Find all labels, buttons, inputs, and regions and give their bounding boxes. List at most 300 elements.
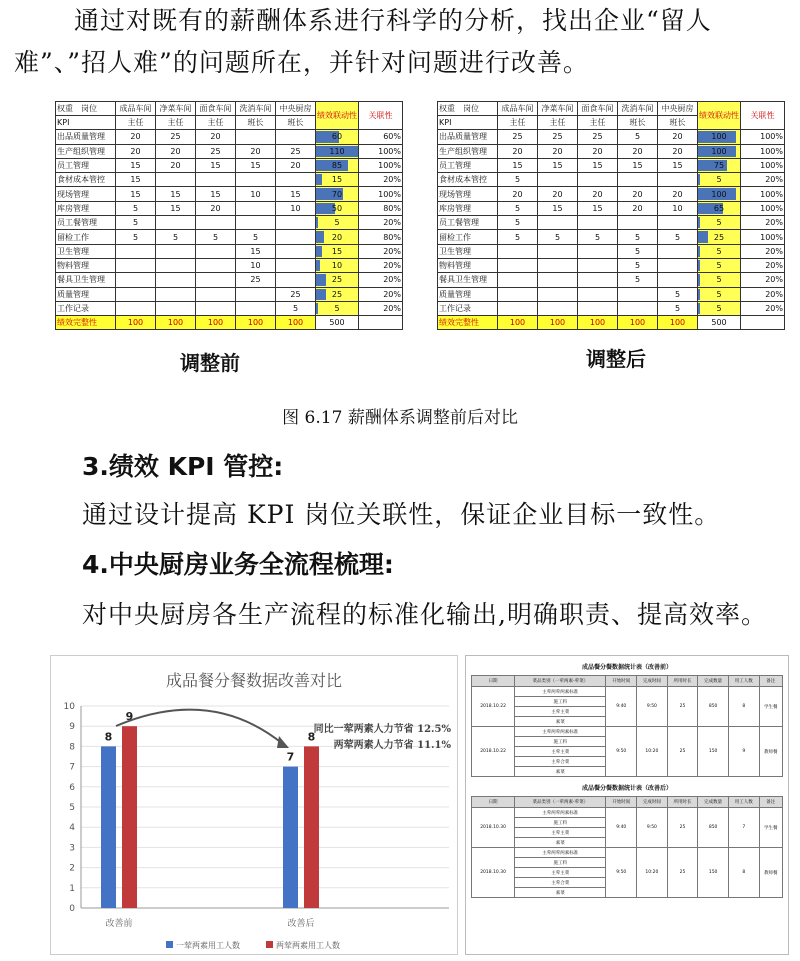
effect-bar [698,274,700,285]
header-cell: 成品车间 [498,102,538,116]
sheet-header-cell: 开始时间 [606,797,637,808]
effect-cell [698,258,741,272]
header-cell: 班长 [618,116,658,130]
effect-value: 25 [713,232,725,242]
kpi-name: 食材成本管控 [56,173,116,187]
weight-cell [498,273,538,287]
table-row [438,187,785,201]
weight-cell [578,244,618,258]
table-row [56,144,403,158]
sheet-item: 施工料 [515,697,606,707]
table-row [56,158,403,172]
sheet-cell: 教师餐 [759,727,782,777]
effect-value: 25 [331,289,343,299]
sheet-cell: 25 [667,808,698,848]
effect-cell [698,201,741,215]
footer-value: 100 [116,316,156,330]
kpi-name: 工作记录 [56,301,116,315]
weight-cell [276,173,316,187]
effect-value: 5 [716,261,722,271]
header-row [438,102,785,116]
sheet-cell: 850 [698,808,729,848]
header-cell: 面食车间 [196,102,236,116]
relevance-cell: 20% [741,216,785,230]
effect-cell [698,144,741,158]
weight-cell [498,244,538,258]
effect-value: 5 [716,289,722,299]
weight-cell [156,258,196,272]
weight-cell: 20 [658,187,698,201]
header-cell: 洗消车间 [236,102,276,116]
table-row [438,158,785,172]
footer-row [56,316,403,330]
weight-cell [276,244,316,258]
table-row [56,258,403,272]
header-cell: 绩效联动性 [698,102,741,130]
sheet-cell: 学生餐 [759,687,782,727]
bar [283,767,298,908]
weight-cell [116,287,156,301]
weight-cell [196,258,236,272]
footer-value: 100 [196,316,236,330]
sheet-cell: 9:50 [637,808,668,848]
kpi-name: 卫生管理 [438,244,498,258]
sheet-header-cell: 备注 [759,676,782,687]
weight-cell: 5 [618,258,658,272]
effect-value: 5 [716,218,722,228]
weight-cell [538,301,578,315]
weight-cell: 15 [498,158,538,172]
effect-cell [316,287,359,301]
sheet-item: 主荤主菜 [515,868,606,878]
weight-cell [116,258,156,272]
header-cell: KPI [56,116,116,130]
sheet-cell: 7 [728,808,759,848]
sheet-header-cell: 所用时长 [667,797,698,808]
relevance-cell: 80% [359,230,403,244]
kpi-name: 物料管理 [56,258,116,272]
y-tick-label: 0 [69,904,75,914]
weight-cell [276,216,316,230]
weight-cell: 15 [116,173,156,187]
sheet-cell: 9:50 [637,687,668,727]
effect-value: 25 [331,275,343,285]
header-cell: 面食车间 [578,102,618,116]
weight-cell: 15 [618,158,658,172]
weight-cell [236,201,276,215]
chart-annotation: 两荤两素人力节省 11.1% [333,740,451,751]
sheet-header-cell: 用工人数 [728,797,759,808]
weight-cell [156,301,196,315]
effect-bar [316,303,318,314]
table-row [56,173,403,187]
weight-cell [578,287,618,301]
footer-total: 500 [698,316,741,330]
data-label: 8 [307,730,316,744]
effect-cell [316,230,359,244]
kpi-name: 质量管理 [56,287,116,301]
effect-cell [316,244,359,258]
weight-cell: 20 [196,130,236,144]
weight-cell: 5 [156,230,196,244]
weight-cell: 20 [236,144,276,158]
weight-cell [116,301,156,315]
header-cell: 班长 [658,116,698,130]
effect-bar [316,260,320,271]
table-row [438,273,785,287]
weight-cell [236,130,276,144]
weight-cell [658,273,698,287]
weight-cell: 20 [538,187,578,201]
sheet-item: 施工料 [515,858,606,868]
sheet-cell: 25 [667,687,698,727]
weight-cell [498,301,538,315]
relevance-cell: 100% [741,130,785,144]
kpi-name: 生产组织管理 [438,144,498,158]
sheet-item: 素菜 [515,888,606,898]
effect-cell [698,287,741,301]
bar-chart [50,655,458,955]
table-row [438,130,785,144]
weight-cell: 20 [276,158,316,172]
relevance-cell: 20% [741,287,785,301]
kpi-name: 餐具卫生管理 [438,273,498,287]
weight-cell: 25 [498,130,538,144]
effect-value: 5 [334,304,340,313]
legend-swatch [266,941,273,948]
effect-bar [316,289,326,300]
effect-cell [316,130,359,144]
data-label: 7 [286,750,295,764]
effect-value: 10 [331,261,343,271]
weight-cell: 25 [196,144,236,158]
footer-empty [741,316,785,330]
kpi-name: 留检工作 [438,230,498,244]
intro-line-1: 通过对既有的薪酬体系进行科学的分析，找出企业“留人 [74,6,712,35]
sheet-cell: 教师餐 [759,848,782,898]
effect-cell [698,158,741,172]
intro-line-2: 难”、”招人难”的问题所在，并针对问题进行改善。 [14,48,589,77]
weight-cell: 5 [498,173,538,187]
sheet-row [472,727,783,737]
header-cell: 主任 [498,116,538,130]
relevance-cell: 20% [359,216,403,230]
y-tick-label: 9 [69,722,75,733]
kpi-name: 现场管理 [438,187,498,201]
effect-cell [698,173,741,187]
relevance-cell: 20% [359,173,403,187]
relevance-cell: 20% [741,273,785,287]
weight-cell: 15 [236,158,276,172]
effect-value: 75 [713,161,725,171]
x-tick-label: 改善后 [287,919,315,929]
weight-cell: 15 [658,158,698,172]
kpi-name: 员工餐管理 [56,216,116,230]
table-row [438,144,785,158]
header-cell: 班长 [276,116,316,130]
effect-bar [316,246,322,257]
weight-cell [196,216,236,230]
footer-label: 绩效完整性 [56,316,116,330]
legend-label: 一荤两素用工人数 [176,941,240,950]
weight-cell [196,273,236,287]
table-row [438,244,785,258]
effect-bar [316,274,326,285]
weight-cell: 20 [156,158,196,172]
sheet-header-row [472,676,783,687]
footer-row [438,316,785,330]
weight-cell: 20 [618,201,658,215]
sheet-cell: 学生餐 [759,808,782,848]
weight-cell: 5 [276,301,316,315]
relevance-cell: 80% [359,201,403,215]
weight-cell: 20 [538,144,578,158]
kpi-table-before [55,101,403,330]
effect-value: 70 [331,189,343,199]
sheet-cell: 8 [728,848,759,898]
effect-bar [316,217,318,228]
weight-cell: 20 [658,144,698,158]
table-row [56,273,403,287]
weight-cell: 15 [196,187,236,201]
weight-cell: 5 [116,201,156,215]
kpi-name: 卫生管理 [56,244,116,258]
sheet-item: 素菜 [515,767,606,777]
weight-cell: 5 [658,287,698,301]
sheet-item: 施工料 [515,737,606,747]
y-tick-label: 4 [69,823,75,834]
effect-cell [316,187,359,201]
relevance-cell: 100% [359,144,403,158]
weight-cell: 20 [578,144,618,158]
effect-cell [698,301,741,315]
weight-cell [196,301,236,315]
sheet-header-cell: 完成时间 [637,797,668,808]
relevance-cell: 100% [741,158,785,172]
sheet-row [472,687,783,697]
kpi-name: 员工管理 [56,158,116,172]
weight-cell: 5 [116,230,156,244]
weight-cell: 20 [498,144,538,158]
weight-cell [538,287,578,301]
table-row [56,201,403,215]
header-cell: 主任 [156,116,196,130]
effect-cell [316,144,359,158]
header-cell: 主任 [538,116,578,130]
weight-cell [236,287,276,301]
header-cell: 主任 [116,116,156,130]
data-sheet [465,655,789,955]
effect-value: 110 [329,146,345,156]
effect-value: 15 [331,175,343,185]
weight-cell [156,216,196,230]
sheet-item: 主荤两荤两素标准 [515,727,606,737]
trend-arrow [116,710,283,744]
relevance-cell: 20% [359,301,403,315]
relevance-cell: 20% [741,244,785,258]
sheet-cell: 850 [698,687,729,727]
y-tick-label: 6 [69,782,75,793]
weight-cell [498,287,538,301]
kpi-name: 生产组织管理 [56,144,116,158]
header-cell: 关联性 [741,102,785,130]
effect-value: 85 [331,161,343,171]
weight-cell [578,173,618,187]
kpi-name: 员工餐管理 [438,216,498,230]
effect-bar [698,174,700,185]
effect-bar [698,303,700,314]
sheet-title-before: 成品餐分餐数据统计表（改善前） [581,664,672,671]
table-row [56,287,403,301]
table-row [438,173,785,187]
footer-value: 100 [236,316,276,330]
table-row [56,230,403,244]
weight-cell: 25 [578,130,618,144]
weight-cell [156,287,196,301]
table-row [438,287,785,301]
sheet-item: 主荤两荤两素标准 [515,808,606,818]
effect-value: 15 [331,246,343,256]
weight-cell: 15 [116,187,156,201]
table-row [56,301,403,315]
bar [101,746,116,908]
sheet-item: 主荤两荤两素标准 [515,687,606,697]
sheet-cell: 10:20 [637,727,668,777]
sheet-header-cell: 所用时长 [667,676,698,687]
weight-cell: 15 [538,201,578,215]
kpi-name: 工作记录 [438,301,498,315]
weight-cell: 5 [618,244,658,258]
section4-body: 对中央厨房各生产流程的标准化输出,明确职责、提高效率。 [82,600,767,629]
weight-cell [116,273,156,287]
weight-cell [538,173,578,187]
weight-cell [236,216,276,230]
y-tick-label: 10 [63,702,75,712]
weight-cell: 5 [578,230,618,244]
weight-cell [498,258,538,272]
bar [304,746,319,908]
kpi-name: 员工管理 [438,158,498,172]
relevance-cell: 20% [741,301,785,315]
header-cell: 班长 [236,116,276,130]
weight-cell [618,287,658,301]
sheet-row [472,808,783,818]
effect-cell [316,173,359,187]
weight-cell [156,173,196,187]
sheet-row [472,848,783,858]
header-cell: KPI [438,116,498,130]
weight-cell: 10 [658,201,698,215]
header-cell: 权重 岗位 [56,102,116,116]
weight-cell [196,173,236,187]
relevance-cell: 20% [359,273,403,287]
kpi-name: 餐具卫生管理 [56,273,116,287]
footer-empty [359,316,403,330]
relevance-cell: 100% [359,187,403,201]
weight-cell: 15 [116,158,156,172]
effect-cell [316,301,359,315]
weight-cell [236,173,276,187]
chart-svg [51,656,459,956]
effect-cell [316,258,359,272]
relevance-cell: 100% [741,230,785,244]
header-cell: 中央厨房 [658,102,698,116]
weight-cell: 5 [116,216,156,230]
header-cell: 净菜车间 [538,102,578,116]
sheet-header-cell: 备注 [759,797,782,808]
sheet-header-cell: 日期 [472,676,515,687]
sheet-cell: 9:40 [606,808,637,848]
header-cell: 洗消车间 [618,102,658,116]
weight-cell: 5 [658,230,698,244]
table-row [56,187,403,201]
relevance-cell: 20% [741,173,785,187]
weight-cell [276,230,316,244]
sheet-cell: 9:50 [606,727,637,777]
footer-value: 100 [538,316,578,330]
effect-value: 60 [331,132,343,142]
relevance-cell: 100% [741,187,785,201]
sheet-header-cell: 开始时间 [606,676,637,687]
sheet-cell: 9:40 [606,687,637,727]
legend-swatch [166,941,173,948]
weight-cell [618,216,658,230]
section4-heading: 4.中央厨房业务全流程梳理: [82,550,394,579]
effect-bar [698,260,700,271]
effect-value: 5 [716,246,722,256]
weight-cell: 25 [236,273,276,287]
intro-paragraph [14,0,790,84]
weight-cell [618,173,658,187]
weight-cell [196,287,236,301]
weight-cell: 15 [578,158,618,172]
sheet-header-cell: 菜品类别（一荤两素-荤菜） [515,676,606,687]
weight-cell: 5 [498,216,538,230]
effect-value: 5 [716,175,722,185]
effect-value: 100 [711,146,727,156]
footer-value: 100 [578,316,618,330]
kpi-name: 出品质量管理 [56,130,116,144]
relevance-cell: 20% [741,258,785,272]
effect-value: 5 [716,304,722,313]
sheet-date: 2018.10.22 [472,727,515,777]
caption-before: 调整前 [180,351,240,375]
weight-cell: 10 [236,258,276,272]
relevance-cell: 100% [741,144,785,158]
kpi-name: 库房管理 [56,201,116,215]
sheet-cell: 25 [667,848,698,898]
weight-cell [538,216,578,230]
weight-cell [538,273,578,287]
arrow-head [277,736,289,748]
sheet-item: 主荤主菜 [515,747,606,757]
weight-cell: 25 [276,144,316,158]
sheet-cell: 9 [728,727,759,777]
weight-cell: 15 [196,158,236,172]
effect-value: 20 [331,232,343,242]
table-row [56,216,403,230]
y-tick-label: 8 [69,742,75,753]
kpi-name: 库房管理 [438,201,498,215]
sheet-item: 素菜 [515,838,606,848]
kpi-name: 现场管理 [56,187,116,201]
weight-cell: 20 [116,130,156,144]
effect-bar [698,246,700,257]
chart-title: 成品餐分餐数据改善对比 [165,671,342,690]
weight-cell [276,130,316,144]
effect-bar [698,231,708,242]
legend-label: 两荤两素用工人数 [276,941,340,950]
